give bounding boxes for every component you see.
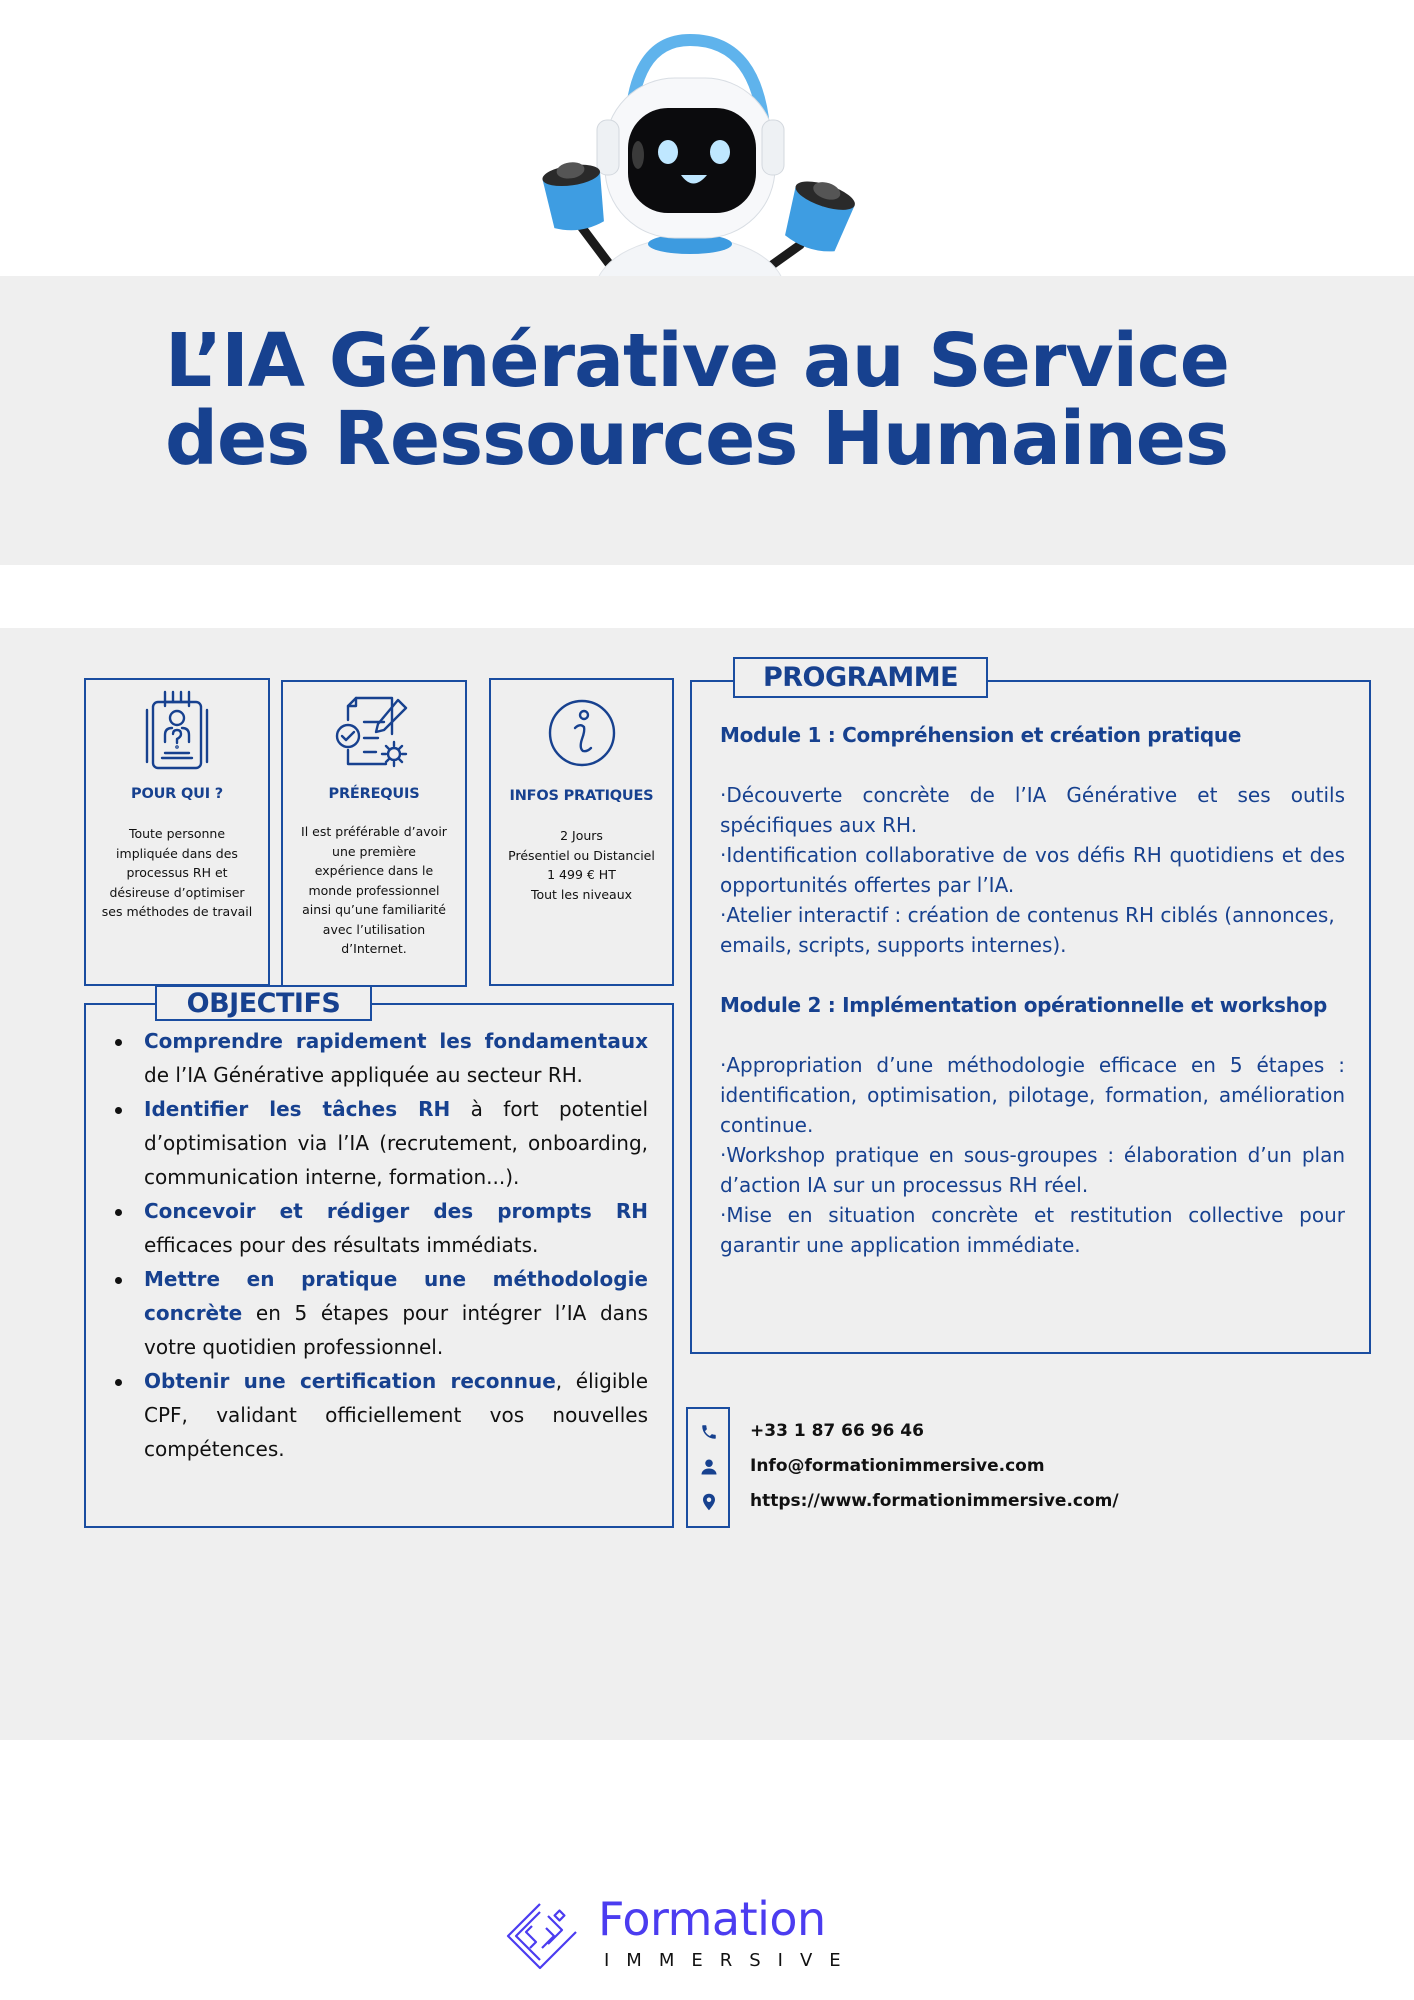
objectif-item bbox=[112, 1262, 648, 1364]
document-check-gear-icon bbox=[334, 694, 414, 772]
module-1-point: ·Atelier interactif : création de contenus RH ciblés (annonces, bbox=[720, 903, 1335, 927]
contact-email[interactable]: Info@formationimmersive.com bbox=[750, 1456, 1045, 1476]
objectif-text: , éligible CPF, validant officiellement vos nouvelles compétences. bbox=[144, 1369, 648, 1461]
logo-wordmark: Formation bbox=[598, 1892, 826, 1946]
card-line: d’Internet. bbox=[341, 941, 407, 956]
objectif-text: en 5 étapes pour intégrer l’IA dans votre quotidien professionnel. bbox=[144, 1301, 648, 1359]
info-circle-icon bbox=[547, 698, 617, 768]
card-pour-qui bbox=[84, 678, 270, 986]
module-1-title: Module 1 : Compréhension et création pratique bbox=[720, 723, 1242, 747]
card-line: expérience dans le bbox=[314, 863, 434, 878]
objectif-text: efficaces pour des résultats immédiats. bbox=[144, 1233, 539, 1257]
objectif-strong: Obtenir une certification reconnue bbox=[144, 1369, 556, 1393]
location-pin-icon bbox=[700, 1493, 718, 1511]
objectif-strong: Concevoir et rédiger des prompts RH bbox=[144, 1199, 648, 1223]
card-title: POUR QUI ? bbox=[131, 786, 223, 802]
contact-website[interactable]: https://www.formationimmersive.com/ bbox=[750, 1491, 1119, 1511]
card-line: Tout les niveaux bbox=[530, 886, 633, 902]
objectif-item bbox=[112, 1364, 648, 1466]
page-title bbox=[165, 318, 1315, 482]
logo-subtitle: IMMERSIVE bbox=[604, 1950, 858, 1971]
card-line: avec l’utilisation bbox=[322, 921, 426, 937]
card-line: Toute personne bbox=[128, 826, 226, 841]
user-icon bbox=[700, 1458, 718, 1476]
objectif-item bbox=[112, 1024, 648, 1092]
card-body bbox=[491, 826, 672, 904]
objectifs-heading: OBJECTIFS bbox=[155, 985, 372, 1021]
card-title: PRÉREQUIS bbox=[328, 786, 420, 802]
card-infos-pratiques bbox=[489, 678, 674, 986]
card-body bbox=[86, 824, 268, 922]
objectif-strong: Comprendre rapidement les fondamentaux bbox=[144, 1029, 648, 1053]
module-2-title: Module 2 : Implémentation opérationnelle et workshop bbox=[720, 993, 1327, 1017]
programme-heading: PROGRAMME bbox=[733, 657, 988, 698]
page-title-line-2: des Ressources Humaines bbox=[165, 396, 1229, 482]
card-line: une première bbox=[332, 843, 416, 859]
card-line: processus RH et bbox=[126, 865, 228, 880]
module-2-point: ·Workshop pratique en sous-groupes : élaboration d’un plan d’action IA sur un processus RH réel. bbox=[720, 1143, 1345, 1197]
card-line: monde professionnel bbox=[308, 882, 440, 898]
objectif-item bbox=[112, 1194, 648, 1262]
formation-immersive-logo-icon bbox=[504, 1900, 582, 1970]
card-title: INFOS PRATIQUES bbox=[509, 788, 654, 804]
objectif-text: de l’IA Générative appliquée au secteur RH. bbox=[144, 1063, 583, 1087]
module-1-point: ·Identification collaborative de vos défis RH quotidiens et des opportunités offertes par l’IA. bbox=[720, 843, 1345, 897]
programme-content bbox=[720, 720, 1345, 1260]
objectif-strong: Mettre en pratique une méthodologie concrète bbox=[144, 1267, 648, 1325]
card-line: impliquée dans des bbox=[116, 845, 238, 861]
card-line: 2 Jours bbox=[560, 828, 603, 843]
module-2-point: ·Appropriation d’une méthodologie efficace en 5 étapes : identification, optimisation, pilotage, formation, amélioration continue. bbox=[720, 1053, 1345, 1137]
contact-phone[interactable]: +33 1 87 66 96 46 bbox=[750, 1421, 924, 1441]
contact-info bbox=[750, 1414, 1119, 1519]
module-1-point: ·Découverte concrète de l’IA Générative et ses outils spécifiques aux RH. bbox=[720, 783, 1345, 837]
objectifs-list bbox=[112, 1024, 648, 1466]
objectif-text: à fort potentiel d’optimisation via l’IA (recrutement, onboarding, communication interne, formation...). bbox=[144, 1097, 649, 1189]
clipboard-person-question-icon bbox=[145, 688, 209, 772]
card-line: Présentiel ou Distanciel bbox=[508, 847, 655, 863]
footer-logo bbox=[504, 1892, 864, 1976]
card-line: Il est préférable d’avoir bbox=[301, 824, 447, 839]
card-body bbox=[283, 822, 465, 959]
card-line: désireuse d’optimiser bbox=[109, 884, 245, 900]
robot-mascot-image bbox=[520, 30, 860, 276]
card-prerequis bbox=[281, 680, 467, 987]
card-line: ainsi qu’une familiarité bbox=[302, 902, 446, 917]
contact-icons-box bbox=[686, 1407, 730, 1528]
objectif-strong: Identifier les tâches RH bbox=[144, 1097, 451, 1121]
module-1-point: emails, scripts, supports internes). bbox=[720, 933, 1067, 957]
module-2-point: ·Mise en situation concrète et restitution collective pour garantir une application immédiate. bbox=[720, 1203, 1345, 1257]
objectif-item bbox=[112, 1092, 648, 1194]
page-title-line-1: L’IA Générative au Service bbox=[165, 318, 1229, 404]
card-line: ses méthodes de travail bbox=[101, 904, 253, 919]
phone-icon bbox=[700, 1423, 718, 1441]
card-line: 1 499 € HT bbox=[547, 867, 616, 882]
